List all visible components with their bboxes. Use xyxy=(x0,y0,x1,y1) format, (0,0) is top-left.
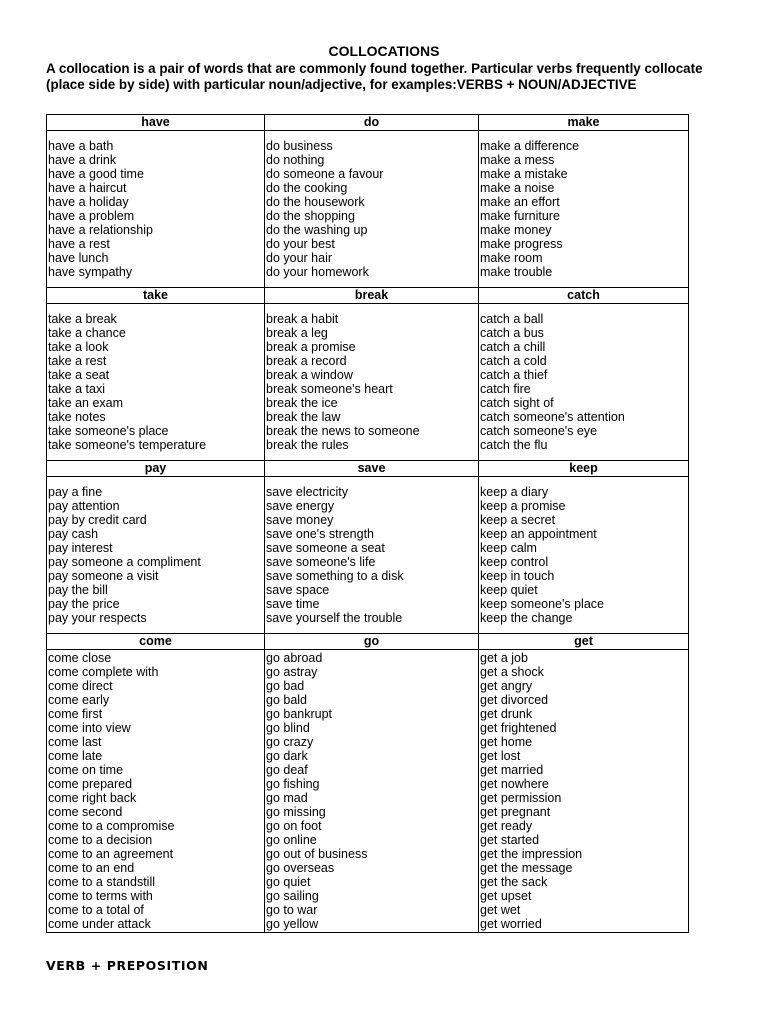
collocation-row xyxy=(47,131,689,288)
collocation-item: keep a promise xyxy=(480,499,566,513)
collocation-cell xyxy=(479,477,689,634)
collocation-item: have a drink xyxy=(48,153,117,167)
collocation-item: go abroad xyxy=(266,651,323,665)
collocation-item: get permission xyxy=(480,791,562,805)
collocation-item: come right back xyxy=(48,791,137,805)
collocation-list xyxy=(47,650,264,932)
collocation-item: get the sack xyxy=(480,875,548,889)
collocation-item: get the message xyxy=(480,861,573,875)
collocation-item: keep in touch xyxy=(480,569,555,583)
collocation-item: come early xyxy=(48,693,110,707)
collocation-item: save yourself the trouble xyxy=(266,611,403,625)
verb-header-cell: come xyxy=(47,634,265,650)
collocation-item: make progress xyxy=(480,237,563,251)
collocation-item: catch someone's eye xyxy=(480,424,598,438)
collocation-item: take a break xyxy=(48,312,117,326)
collocation-item: have a good time xyxy=(48,167,144,181)
collocation-item: keep someone's place xyxy=(480,597,604,611)
collocation-cell xyxy=(265,304,479,461)
collocation-item: take a look xyxy=(48,340,109,354)
collocation-item: do the shopping xyxy=(266,209,355,223)
collocation-item: break a promise xyxy=(266,340,356,354)
collocation-item: get married xyxy=(480,763,544,777)
collocation-item: pay your respects xyxy=(48,611,147,625)
collocation-item: come last xyxy=(48,735,102,749)
collocation-item: go quiet xyxy=(266,875,311,889)
collocation-item: catch fire xyxy=(480,382,531,396)
collocation-item: make money xyxy=(480,223,552,237)
collocation-item: come first xyxy=(48,707,103,721)
collocation-cell xyxy=(265,650,479,933)
collocation-item: go bankrupt xyxy=(266,707,333,721)
collocation-item: get frightened xyxy=(480,721,557,735)
collocation-list xyxy=(47,484,264,626)
collocation-item: get pregnant xyxy=(480,805,551,819)
intro-paragraph: A collocation is a pair of words that are commonly found together. Particular verbs frequently collocate (place side by side) with particular noun/adjective, for examples:VERBS + NOUN/ADJECTIVE xyxy=(46,61,703,92)
collocation-row xyxy=(47,304,689,461)
collocation-item: take an exam xyxy=(48,396,124,410)
collocation-item: get ready xyxy=(480,819,533,833)
collocation-item: get nowhere xyxy=(480,777,549,791)
collocation-item: go on foot xyxy=(266,819,322,833)
collocation-item: catch a thief xyxy=(480,368,548,382)
collocation-list xyxy=(265,650,478,932)
collocation-item: catch a ball xyxy=(480,312,544,326)
collocation-item: make a mess xyxy=(480,153,555,167)
collocation-item: go bad xyxy=(266,679,305,693)
section-heading-verb-preposition: VERB + PREPOSITION xyxy=(46,958,209,973)
collocation-item: pay someone a visit xyxy=(48,569,159,583)
collocation-list xyxy=(47,311,264,453)
collocation-cell xyxy=(265,131,479,288)
collocation-item: keep an appointment xyxy=(480,527,597,541)
collocation-item: go to war xyxy=(266,903,318,917)
collocation-item: go online xyxy=(266,833,317,847)
collocation-item: come close xyxy=(48,651,112,665)
collocation-row xyxy=(47,650,689,933)
collocation-item: go crazy xyxy=(266,735,314,749)
collocation-cell xyxy=(47,650,265,933)
collocation-cell xyxy=(47,477,265,634)
collocation-item: do your homework xyxy=(266,265,369,279)
verb-header-cell: catch xyxy=(479,288,689,304)
collocation-item: come complete with xyxy=(48,665,159,679)
collocation-item: break a window xyxy=(266,368,353,382)
collocation-item: catch the flu xyxy=(480,438,548,452)
collocation-item: come prepared xyxy=(48,777,133,791)
verb-header-row xyxy=(47,115,689,131)
collocation-item: save space xyxy=(266,583,330,597)
collocation-item: have lunch xyxy=(48,251,109,265)
collocation-item: have a rest xyxy=(48,237,110,251)
collocation-list xyxy=(265,484,478,626)
collocation-cell xyxy=(47,304,265,461)
collocation-item: go out of business xyxy=(266,847,368,861)
collocation-item: break a habit xyxy=(266,312,339,326)
verb-header-cell: make xyxy=(479,115,689,131)
collocation-item: catch someone's attention xyxy=(480,410,625,424)
collocation-item: have a problem xyxy=(48,209,135,223)
collocation-item: come to a decision xyxy=(48,833,153,847)
page-title: COLLOCATIONS xyxy=(328,43,440,59)
collocation-list xyxy=(47,138,264,280)
collocation-item: catch a bus xyxy=(480,326,544,340)
collocation-item: come on time xyxy=(48,763,124,777)
collocation-item: go yellow xyxy=(266,917,319,931)
collocation-item: keep quiet xyxy=(480,583,538,597)
verb-header-cell: take xyxy=(47,288,265,304)
verb-header-cell: pay xyxy=(47,461,265,477)
collocation-item: go astray xyxy=(266,665,318,679)
collocation-item: save time xyxy=(266,597,320,611)
collocation-item: get started xyxy=(480,833,540,847)
collocation-item: break the law xyxy=(266,410,341,424)
collocation-item: pay the price xyxy=(48,597,120,611)
collocation-item: do nothing xyxy=(266,153,325,167)
collocation-cell xyxy=(47,131,265,288)
collocation-item: take someone's temperature xyxy=(48,438,207,452)
collocation-item: save one's strength xyxy=(266,527,375,541)
collocation-item: make a noise xyxy=(480,181,555,195)
collocation-item: go overseas xyxy=(266,861,335,875)
collocation-item: do business xyxy=(266,139,333,153)
collocation-item: come to terms with xyxy=(48,889,153,903)
collocation-item: save someone a seat xyxy=(266,541,385,555)
verb-header-cell: keep xyxy=(479,461,689,477)
collocation-item: get wet xyxy=(480,903,521,917)
collocation-item: take a rest xyxy=(48,354,107,368)
collocation-cell xyxy=(265,477,479,634)
collocation-item: pay a fine xyxy=(48,485,103,499)
collocation-list xyxy=(265,311,478,453)
collocation-item: come into view xyxy=(48,721,131,735)
collocation-item: come direct xyxy=(48,679,113,693)
collocation-item: do your hair xyxy=(266,251,333,265)
collocation-list xyxy=(479,138,688,280)
collocation-cell xyxy=(479,131,689,288)
collocation-list xyxy=(479,311,688,453)
collocation-item: have a relationship xyxy=(48,223,153,237)
collocation-item: take a taxi xyxy=(48,382,105,396)
verb-header-cell: save xyxy=(265,461,479,477)
collocation-item: keep control xyxy=(480,555,549,569)
collocation-item: go sailing xyxy=(266,889,319,903)
collocation-item: save something to a disk xyxy=(266,569,404,583)
collocation-item: pay interest xyxy=(48,541,113,555)
collocation-item: go dark xyxy=(266,749,308,763)
collocation-item: get a job xyxy=(480,651,528,665)
collocation-item: break a leg xyxy=(266,326,328,340)
collocation-item: do the housework xyxy=(266,195,365,209)
verb-header-row xyxy=(47,634,689,650)
collocation-item: pay cash xyxy=(48,527,99,541)
collocation-cell xyxy=(479,650,689,933)
collocation-item: break the news to someone xyxy=(266,424,420,438)
collocation-item: do your best xyxy=(266,237,335,251)
collocation-cell xyxy=(479,304,689,461)
collocations-table xyxy=(46,114,689,933)
verb-header-row xyxy=(47,461,689,477)
collocation-item: come to a total of xyxy=(48,903,144,917)
collocation-item: have a holiday xyxy=(48,195,129,209)
verb-header-cell: break xyxy=(265,288,479,304)
collocation-item: make a difference xyxy=(480,139,580,153)
collocation-row xyxy=(47,477,689,634)
collocation-list xyxy=(479,650,688,932)
verb-header-cell: get xyxy=(479,634,689,650)
collocation-item: make trouble xyxy=(480,265,553,279)
collocation-item: have sympathy xyxy=(48,265,133,279)
collocation-item: keep a secret xyxy=(480,513,556,527)
collocation-item: come to an end xyxy=(48,861,135,875)
collocation-item: come under attack xyxy=(48,917,151,931)
collocation-item: come to a standstill xyxy=(48,875,155,889)
collocation-item: come late xyxy=(48,749,103,763)
collocation-item: take a chance xyxy=(48,326,126,340)
collocation-item: go blind xyxy=(266,721,310,735)
collocation-item: get home xyxy=(480,735,533,749)
collocation-item: catch a chill xyxy=(480,340,546,354)
verb-header-row xyxy=(47,288,689,304)
collocation-item: get a shock xyxy=(480,665,544,679)
verb-header-cell: go xyxy=(265,634,479,650)
collocation-list xyxy=(479,484,688,626)
collocation-item: save energy xyxy=(266,499,335,513)
collocation-item: save money xyxy=(266,513,334,527)
collocation-item: get angry xyxy=(480,679,533,693)
collocation-item: keep a diary xyxy=(480,485,549,499)
collocation-item: get lost xyxy=(480,749,521,763)
collocation-item: break the ice xyxy=(266,396,338,410)
collocation-item: take a seat xyxy=(48,368,110,382)
collocation-item: pay the bill xyxy=(48,583,108,597)
collocation-item: go fishing xyxy=(266,777,320,791)
collocation-item: get drunk xyxy=(480,707,533,721)
collocation-item: come second xyxy=(48,805,123,819)
collocation-item: break a record xyxy=(266,354,347,368)
collocation-item: come to a compromise xyxy=(48,819,175,833)
collocation-item: catch sight of xyxy=(480,396,554,410)
collocation-item: come to an agreement xyxy=(48,847,174,861)
collocation-item: go missing xyxy=(266,805,326,819)
collocation-item: get upset xyxy=(480,889,532,903)
collocation-item: get divorced xyxy=(480,693,549,707)
collocation-item: take someone's place xyxy=(48,424,169,438)
collocation-item: do someone a favour xyxy=(266,167,384,181)
collocation-item: do the cooking xyxy=(266,181,348,195)
collocation-item: break the rules xyxy=(266,438,349,452)
collocation-item: make furniture xyxy=(480,209,560,223)
collocation-item: make an effort xyxy=(480,195,560,209)
collocation-item: go bald xyxy=(266,693,308,707)
collocation-item: take notes xyxy=(48,410,106,424)
collocation-item: keep the change xyxy=(480,611,573,625)
collocation-item: keep calm xyxy=(480,541,537,555)
verb-header-cell: do xyxy=(265,115,479,131)
collocation-item: pay by credit card xyxy=(48,513,147,527)
collocation-item: do the washing up xyxy=(266,223,368,237)
collocation-item: have a haircut xyxy=(48,181,127,195)
collocation-item: pay attention xyxy=(48,499,120,513)
collocation-item: save electricity xyxy=(266,485,348,499)
collocation-list xyxy=(265,138,478,280)
collocation-item: save someone's life xyxy=(266,555,376,569)
collocation-item: make a mistake xyxy=(480,167,568,181)
collocation-item: pay someone a compliment xyxy=(48,555,201,569)
collocation-item: get the impression xyxy=(480,847,583,861)
collocation-item: catch a cold xyxy=(480,354,547,368)
collocation-item: have a bath xyxy=(48,139,114,153)
verb-header-cell: have xyxy=(47,115,265,131)
collocation-item: break someone's heart xyxy=(266,382,393,396)
collocation-item: go mad xyxy=(266,791,308,805)
collocation-item: go deaf xyxy=(266,763,308,777)
collocation-item: make room xyxy=(480,251,543,265)
collocation-item: get worried xyxy=(480,917,542,931)
